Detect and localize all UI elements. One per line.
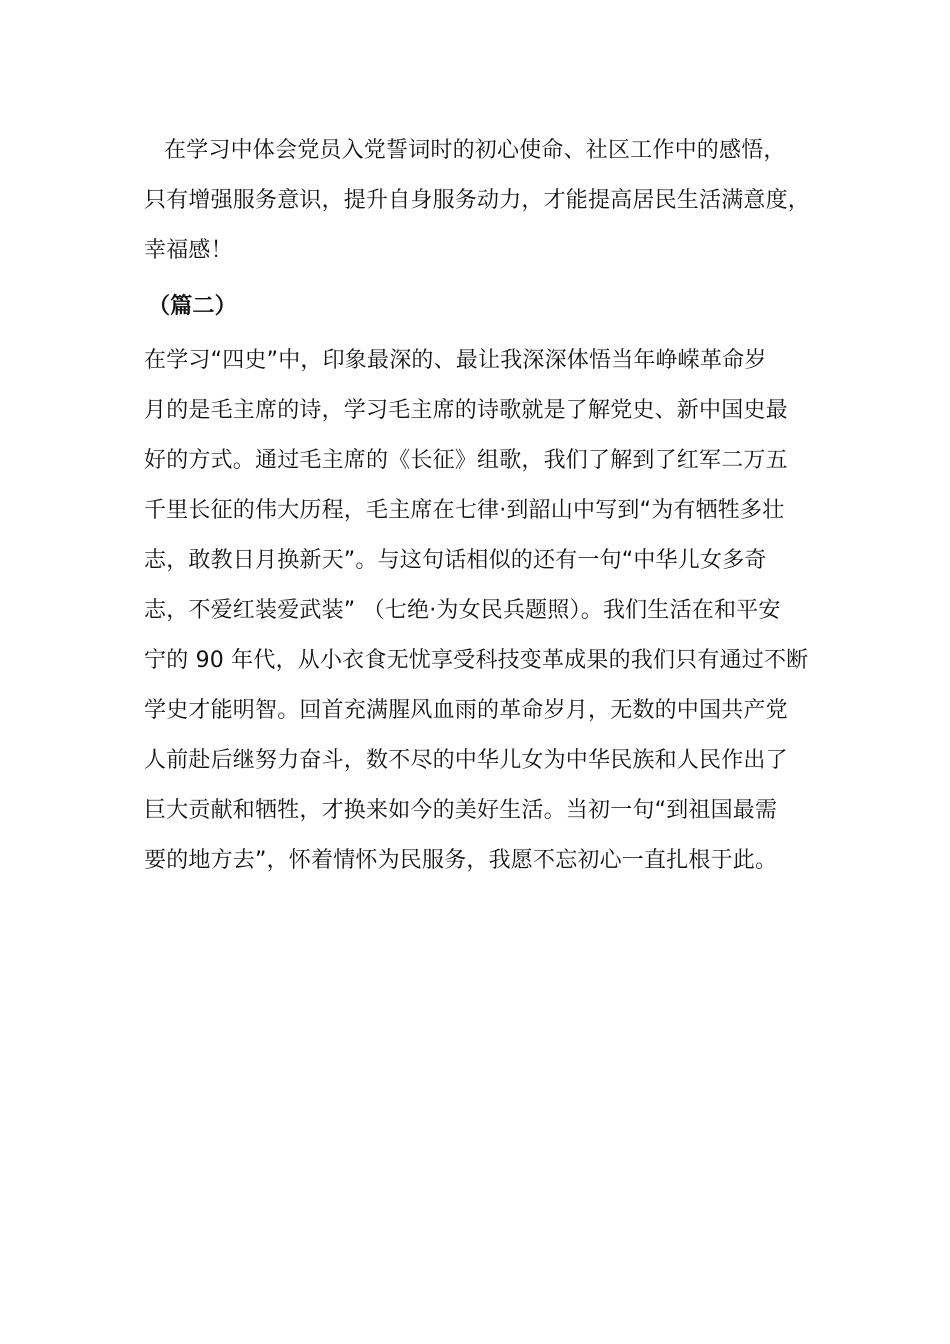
paragraph1-line-3: 幸福感！ [144,238,233,263]
paragraph2-line-1: 在学习“四史”中，印象最深的、最让我深深体悟当年峥嵘革命岁 [144,348,767,373]
paragraph2-line-11: 要的地方去”，怀着情怀为民服务，我愿不忘初心一直扎根于此。 [144,848,778,873]
paragraph2-line-4: 千里长征的伟大历程，毛主席在七律·到韶山中写到“为有牺牲多壮 [144,498,785,523]
paragraph1-line-1: 在学习中体会党员入党誓词时的初心使命、社区工作中的感悟， [164,138,786,163]
paragraph2-line-9: 人前赴后继努力奋斗，数不尽的中华儿女为中华民族和人民作出了 [144,748,788,773]
section-heading: （篇二） [148,294,237,319]
paragraph2-line-10: 巨大贡献和牺牲，才换来如今的美好生活。当初一句“到祖国最需 [144,798,778,823]
paragraph1-line-2: 只有增强服务意识，提升自身服务动力，才能提高居民生活满意度， [144,188,811,213]
paragraph2-line-7: 宁的 90 年代，从小衣食无忧享受科技变革成果的我们只有通过不断 [144,648,809,673]
paragraph2-line-8: 学史才能明智。回首充满腥风血雨的革命岁月，无数的中国共产党 [144,698,788,723]
paragraph2-line-2: 月的是毛主席的诗，学习毛主席的诗歌就是了解党史、新中国史最 [144,398,788,423]
paragraph2-line-3: 好的方式。通过毛主席的《长征》组歌，我们了解到了红军二万五 [144,448,788,473]
paragraph2-line-5: 志，敢教日月换新天”。与这句话相似的还有一句“中华儿女多奇 [144,548,767,573]
paragraph2-line-6: 志，不爱红装爱武装” （七绝·为女民兵题照）。我们生活在和平安 [144,598,781,623]
